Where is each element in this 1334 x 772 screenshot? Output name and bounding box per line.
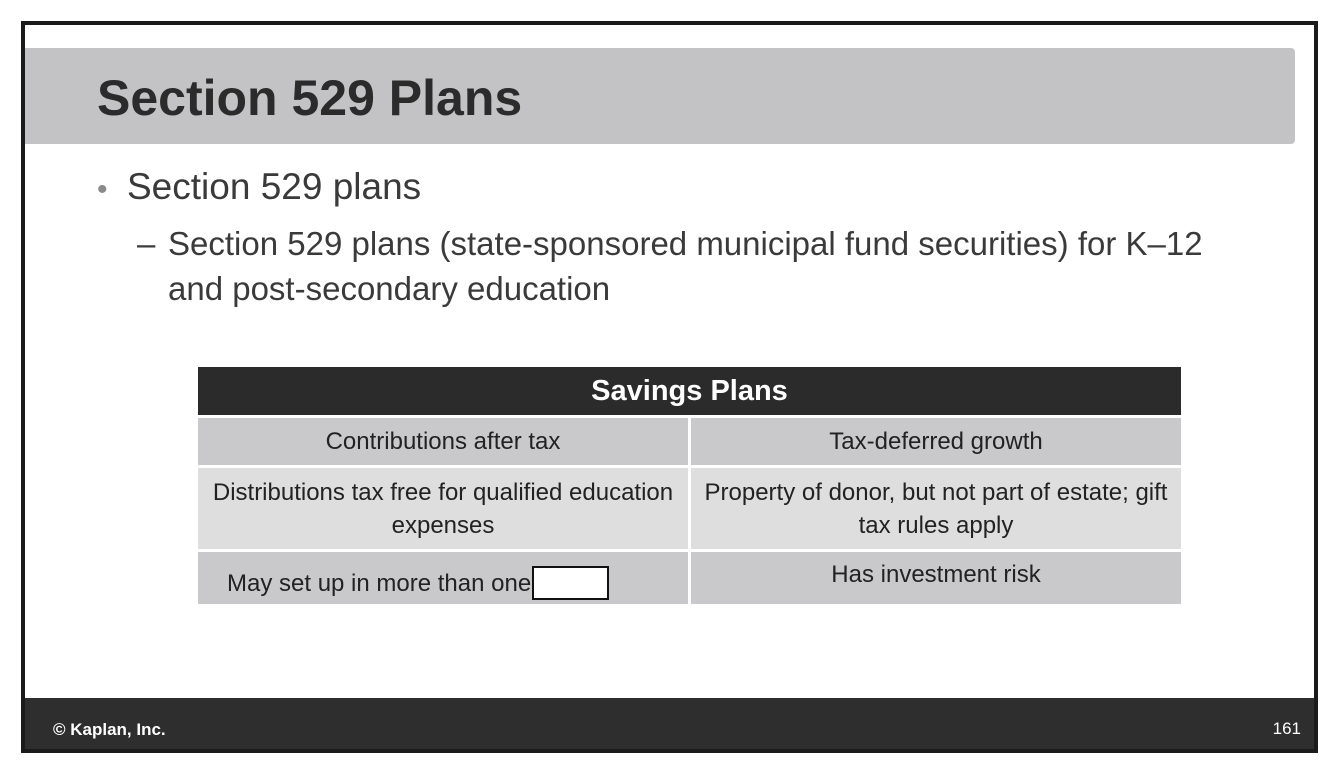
bullet-level-1 [97,163,421,214]
copyright: © Kaplan, Inc. [53,720,166,739]
footer-bar [25,698,1315,753]
slide-title: Section 529 Plans [97,70,523,126]
table-header: Savings Plans [198,367,1181,415]
table-cell: Tax-deferred growth [691,418,1181,465]
fill-in-blank-box[interactable] [532,566,609,600]
table-cell-with-blank [198,552,688,604]
table-cell: Has investment risk [691,552,1181,604]
table-cell-text: May set up in more than one [227,569,532,597]
table-row [198,415,1181,465]
table-row [198,549,1181,604]
bullet-text: Section 529 plans [127,166,422,207]
savings-plans-table [198,367,1181,604]
dash-marker: – [137,225,156,262]
table-row [198,465,1181,549]
page-number: 161 [1272,719,1301,738]
table-cell: Property of donor, but not part of estate; gift tax rules apply [691,468,1181,549]
bullet-marker: • [97,173,108,206]
slide [21,21,1318,753]
bullet-text: Section 529 plans (state-sponsored municipal fund securities) for K–12 and post-secondary education [168,225,1203,307]
table-cell: Distributions tax free for qualified education expenses [198,468,688,549]
table-cell: Contributions after tax [198,418,688,465]
bullet-level-2 [137,221,1237,311]
